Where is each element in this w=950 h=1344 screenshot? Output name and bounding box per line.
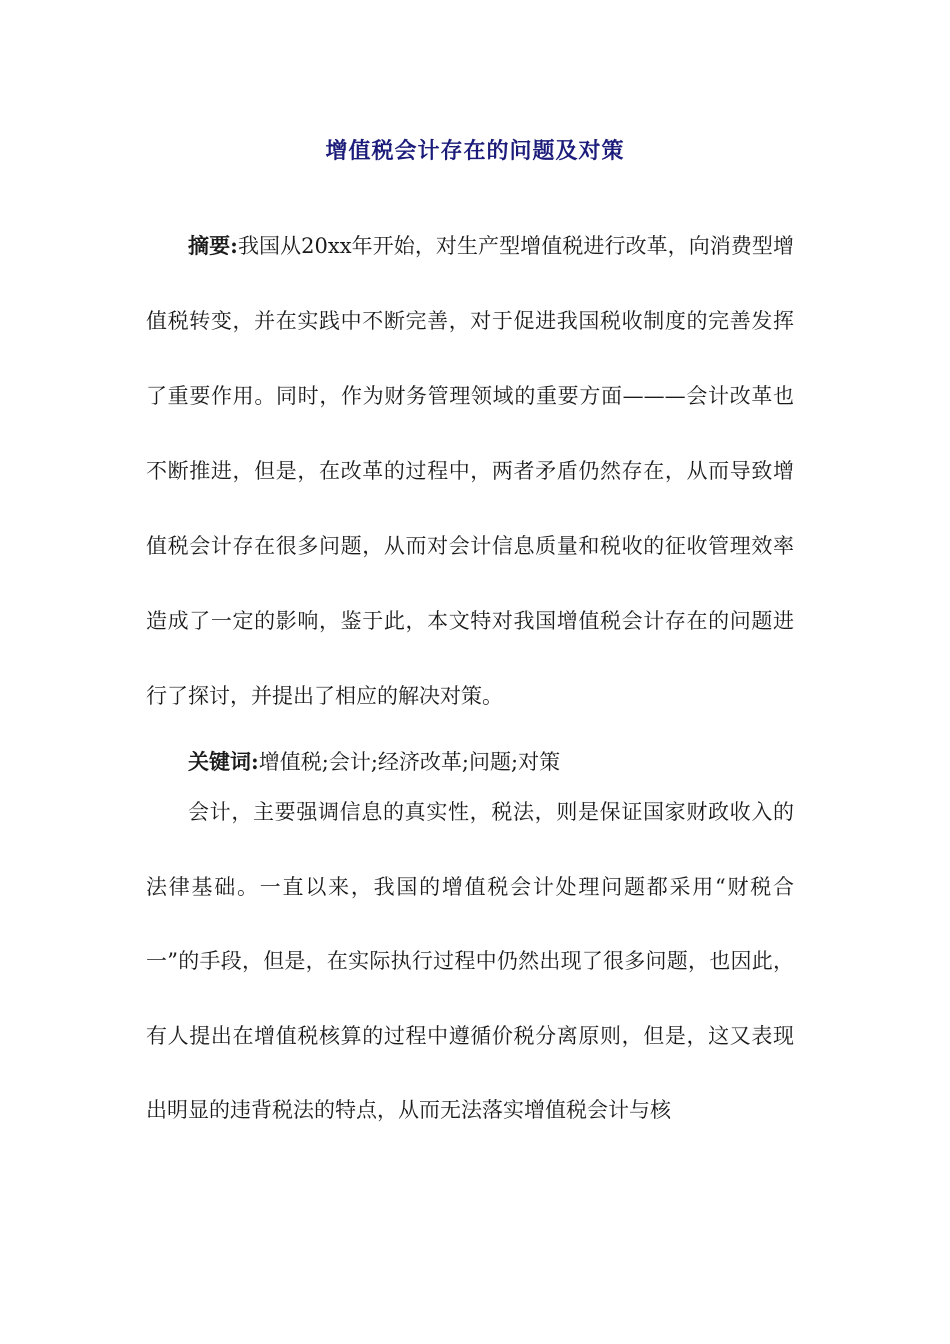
keywords-label: 关键词:: [188, 749, 259, 774]
abstract-label: 摘要:: [188, 233, 238, 258]
abstract-text: 我国从20xx年开始，对生产型增值税进行改革，向消费型增值税转变，并在实践中不断完善，对于促进我国税收制度的完善发挥了重要作用。同时，作为财务管理领域的重要方面———会计改革也不断推进，但是，在改革的过程中，两者矛盾仍然存在，从而导致增值税会计存在很多问题，从而对会计信息质量和税收的征收管理效率造成了一定的影响，鉴于此，本文特对我国增值税会计存在的问题进行了探讨，并提出了相应的解决对策。: [146, 234, 794, 708]
document-title: 增值税会计存在的问题及对策: [325, 138, 625, 164]
abstract-paragraph: [146, 208, 794, 734]
body-paragraph: 会计，主要强调信息的真实性，税法，则是保证国家财政收入的法律基础。一直以来，我国的增值税会计处理问题都采用“财税合一”的手段，但是，在实际执行过程中仍然出现了很多问题，也因此，有人提出在增值税核算的过程中遵循价税分离原则，但是，这又表现出明显的违背税法的特点，从而无法落实增值税会计与核: [146, 800, 794, 1122]
keywords-text: 增值税;会计;经济改革;问题;对策: [258, 750, 561, 774]
